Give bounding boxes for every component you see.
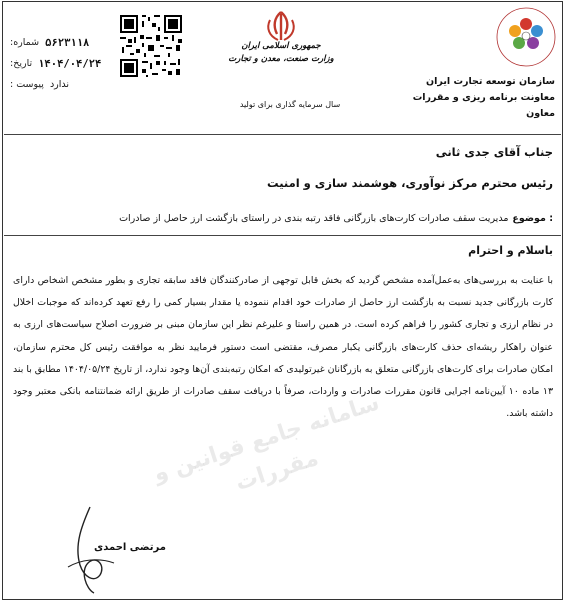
organization-name: [395, 74, 555, 122]
ministry-line2: وزارت صنعت، معدن و تجارت: [228, 54, 334, 64]
tpo-logo: [495, 6, 557, 68]
watermark: سامانه جامع قوانین و مقررات: [150, 390, 383, 497]
number-label: شماره:: [10, 37, 40, 48]
org-name-line1: سازمان توسعه تجارت ایران: [426, 76, 555, 87]
letter-meta: [10, 32, 110, 95]
greeting: باسلام و احترام: [468, 244, 553, 257]
recipient-title: رئیس محترم مرکز نوآوری، هوشمند سازی و امنیت: [267, 176, 553, 190]
meta-attachment: [10, 74, 110, 95]
qr-code-icon: [118, 13, 184, 79]
date-label: تاریخ:: [10, 58, 33, 69]
attachment-label: پیوست :: [10, 79, 44, 90]
ministry-line1: جمهوری اسلامی ایران: [241, 41, 321, 51]
date-value: ۱۴۰۴/۰۴/۲۴: [38, 57, 102, 70]
signer-name: مرتضی احمدی: [94, 542, 166, 553]
letter-body: با عنایت به بررسی‌های به‌عمل‌آمده مشخص گردید که بخش قابل توجهی از صادرکنندگان فاقد سابقه تجاری و بطور مشخص اشخاص دارای کارت بازرگانی جدید نسبت به بازگشت ارز حاصل از صادرات خود اقدام ننموده یا مقدار بسیار کمی را رفع تعهد کرده‌اند که موجبات اخلال در نظام ارزی و تجاری کشور را فراهم کرده است. در همین راستا و علیرغم نظر این سازمان مبنی بر ضرورت اصلاح سیاست‌های ارزی به عنوان راهکار ریشه‌ای حذف کارت‌های بازرگانی یکبار مصرف، مقتضی است دستور فرمایید نظر به موافقت رئیس کل محترم سازمان، امکان صادرات برای کارت‌های بازرگانی متعلق به بازرگانان غیرتولیدی که امکان رتبه‌بندی آن‌ها وجود ندارد، از تاریخ ۱۴۰۴/۰۵/۲۴ مطابق با بند ۱۳ ماده ۱۰ آیین‌نامه اجرایی قانون مقررات صادرات و واردات، صرفاً با دریافت سقف صادرات از طریق ارائه ضمانتنامه بانکی معتبر وجود داشته باشد.: [13, 275, 553, 420]
ministry-name: [226, 40, 336, 66]
year-slogan: سال سرمایه گذاری برای تولید: [239, 100, 341, 109]
subject-text: مدیریت سقف صادرات کارت‌های بازرگانی فاقد رتبه بندی در راستای بازگشت ارز حاصل از صادرات: [119, 213, 509, 224]
number-value: ۵۶۲۳۱۱۸: [45, 36, 90, 49]
subject-label: موضوع :: [512, 213, 553, 224]
attachment-value: ندارد: [49, 79, 70, 90]
header-divider: [4, 134, 561, 135]
meta-number: [10, 32, 110, 53]
org-name-line3: معاون: [526, 108, 555, 119]
subject-line: [13, 213, 553, 224]
meta-date: [10, 53, 110, 74]
recipient-name: جناب آقای جدی ثانی: [435, 145, 553, 159]
subject-divider: [4, 235, 561, 236]
org-name-line2: معاونت برنامه ریزی و مقررات: [412, 92, 555, 103]
